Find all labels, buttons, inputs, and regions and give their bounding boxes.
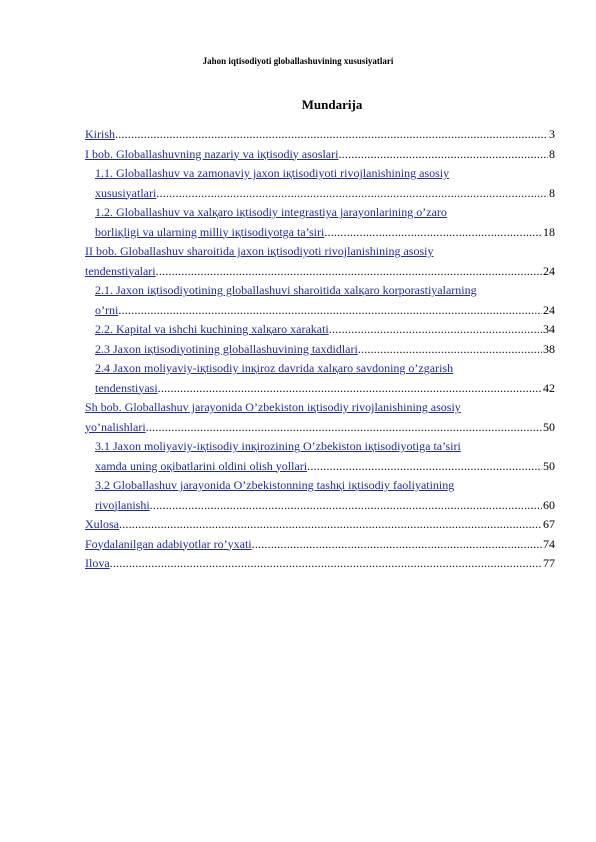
toc-entry[interactable] [85, 515, 555, 535]
toc-entry[interactable] [85, 359, 555, 398]
toc-page-number: 60 [543, 497, 555, 512]
toc-entry-title[interactable]: Kirish [85, 127, 115, 141]
dot-leader [150, 496, 542, 516]
toc-page-number: 50 [543, 419, 555, 434]
dot-leader [358, 340, 542, 360]
dot-leader [329, 320, 542, 340]
page-header: Jahon iqtisodiyoti globallashuvining xususiyatlari [202, 56, 394, 66]
toc-entry-title[interactable]: II bob. Globallashuv sharoitida jaxon iқtisodiyoti rivojlanishining asosiy [85, 244, 434, 258]
toc-page-number: 24 [543, 302, 555, 317]
dot-leader [146, 418, 542, 438]
dot-leader [252, 535, 542, 555]
toc-entry[interactable] [85, 125, 555, 145]
dot-leader [110, 554, 542, 574]
toc-page-number: 74 [543, 536, 555, 551]
toc-entry[interactable] [85, 281, 555, 320]
toc-entry-title-cont[interactable]: yo’nalishlari [85, 419, 146, 434]
dot-leader [156, 262, 542, 282]
toc-entry-title-cont[interactable]: borliқligi va ularning milliy iқtisodiyotga ta’siri [95, 224, 325, 239]
toc-entry[interactable] [85, 554, 555, 574]
dot-leader [338, 145, 548, 165]
toc-entry-title-cont[interactable]: xususiyatlari [95, 185, 157, 200]
toc-entry-title[interactable]: I bob. Globallashuvning nazariy va iқtisodiy asoslari [85, 146, 339, 161]
toc-page-number: 38 [543, 341, 555, 356]
toc-entry-title-cont[interactable]: rivojlanishi [95, 497, 150, 512]
toc-entry[interactable] [85, 437, 555, 476]
toc-entry-title[interactable]: Xulosa [85, 517, 119, 531]
toc-page-number: 77 [543, 556, 555, 570]
toc-entry-title[interactable]: 2.1. Jaxon iқtisodiyotining globallashuvi sharoitida xalқaro korporastiyalarning [95, 283, 477, 297]
toc-entry-title[interactable]: 2.4 Jaxon moliyaviy-iқtisodiy inқiroz davrida xalқaro savdoning o’zgarish [95, 361, 454, 375]
toc-entry[interactable] [85, 242, 555, 281]
toc-entry[interactable] [85, 340, 555, 360]
toc-entry-title-cont[interactable]: xamda uning oқibatlarini oldini olish yollari [95, 458, 308, 473]
dot-leader [115, 125, 548, 145]
toc-entry[interactable] [85, 203, 555, 242]
toc-page-number: 18 [543, 224, 555, 239]
toc-entry-title[interactable]: Sh bob. Globallashuv jarayonida O’zbekiston iқtisodiy rivojlanishining asosiy [85, 400, 461, 414]
dot-leader [324, 223, 542, 243]
toc-entry-title-cont[interactable]: tendenstiyasi [95, 380, 158, 395]
toc-page-number: 42 [543, 380, 555, 395]
toc-entry-title[interactable]: 2.2. Kapital va ishchi kuchining xalқaro xarakati [95, 322, 329, 336]
toc-entry-title[interactable]: Ilova [85, 556, 110, 570]
toc-entry[interactable] [85, 535, 555, 555]
toc-entry-title[interactable]: 1.1. Globallashuv va zamonaviy jaxon iқtisodiyoti rivojlanishining asosiy [95, 166, 450, 180]
toc-entry-title[interactable]: 3.2 Globallashuv jarayonida O’zbekistonning tashқi iқtisodiy faoliyatining [95, 478, 455, 492]
dot-leader [118, 301, 542, 321]
toc-page-number: 24 [543, 263, 555, 278]
toc-page-number: 67 [543, 517, 555, 531]
toc-entry[interactable] [85, 145, 555, 165]
toc-entry[interactable] [85, 476, 555, 515]
toc-entry-title[interactable]: Foydalanilgan adabiyotlar ro’yxati [85, 536, 252, 551]
toc-entry[interactable] [85, 398, 555, 437]
toc-entry[interactable] [85, 164, 555, 203]
toc-page-number: 8 [549, 185, 555, 200]
toc-entry-title[interactable]: 2.3 Jaxon iқtisodiyotining globallashuvining taxdidlari [95, 341, 358, 356]
toc-page-number: 50 [543, 458, 555, 473]
toc-entry[interactable] [85, 320, 555, 340]
toc-entry-title-cont[interactable]: tendenstiyalari [85, 263, 156, 278]
table-of-contents [85, 125, 555, 574]
toc-entry-title-cont[interactable]: o’rni [95, 302, 119, 317]
toc-page-number: 8 [549, 146, 555, 161]
toc-page-number: 3 [549, 127, 555, 141]
toc-entry-title[interactable]: 1.2. Globallashuv va xalқaro iқtisodiy integrastiya jarayonlarining o’zaro [95, 205, 447, 219]
dot-leader [307, 457, 542, 477]
toc-page-number: 34 [543, 322, 555, 336]
page-title: Mundarija [301, 97, 363, 112]
dot-leader [158, 379, 542, 399]
dot-leader [156, 184, 548, 204]
toc-entry-title[interactable]: 3.1 Jaxon moliyaviy-iқtisodiy inқirozining O’zbekiston iқtisodiyotiga ta’siri [95, 439, 461, 453]
dot-leader [119, 515, 542, 535]
